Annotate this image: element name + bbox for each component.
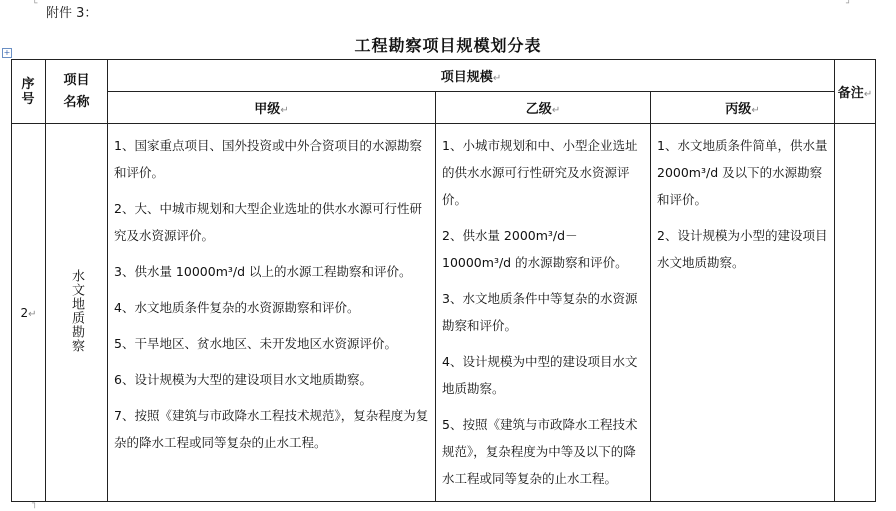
grade-c-cell: [651, 124, 835, 502]
grade-b-cell: [436, 124, 651, 502]
grade-a-cell: [108, 124, 436, 502]
table-move-handle-icon[interactable]: +: [3, 48, 11, 57]
grade-c-item: 2、设计规模为小型的建设项目水文地质勘察。: [657, 228, 828, 270]
grade-b-item: 5、按照《建筑与市政降水工程技术规范》，复杂程度为中等及以下的降水工程或同等复杂的止水工程。: [442, 417, 638, 486]
header-project-scale: 项目规模↵: [108, 60, 835, 92]
margin-corner-mark: └: [32, 0, 38, 9]
grade-c-item: 1、水文地质条件简单，供水量 2000m³/d 及以下的水源勘察和评价。: [657, 138, 828, 207]
header-seq: 序号: [12, 60, 46, 124]
header-grade-c: 丙级↵: [651, 92, 835, 124]
grade-b-item: 2、供水量 2000m³/d－10000m³/d 的水源勘察和评价。: [442, 228, 628, 270]
grade-a-item: 4、水文地质条件复杂的水资源勘察和评价。: [114, 300, 360, 315]
grade-a-item: 2、大、中城市规划和大型企业选址的供水水源可行性研究及水资源评价。: [114, 201, 422, 243]
header-note: 备注↵: [835, 60, 876, 124]
grade-b-item: 1、小城市规划和中、小型企业选址的供水水源可行性研究及水资源评价。: [442, 138, 638, 207]
document-title: 工程勘察项目规模划分表: [354, 36, 542, 55]
header-project-name: 项目名称: [46, 60, 108, 124]
scale-table: [11, 59, 876, 502]
attachment-label: 附件 3：: [46, 6, 98, 21]
margin-corner-mark: ┘: [846, 0, 852, 9]
grade-b-item: 3、水文地质条件中等复杂的水资源勘察和评价。: [442, 291, 638, 333]
note-cell: [835, 124, 876, 502]
row-seq: 2↵: [12, 124, 46, 502]
header-grade-b: 乙级↵: [436, 92, 651, 124]
header-grade-a: 甲级↵: [108, 92, 436, 124]
grade-a-item: 7、按照《建筑与市政降水工程技术规范》，复杂程度为复杂的降水工程或同等复杂的止水工程。: [114, 408, 429, 450]
margin-corner-mark: ┐: [32, 499, 38, 509]
row-project-name: 水文地质勘察: [46, 124, 108, 502]
grade-a-item: 3、供水量 10000m³/d 以上的水源工程勘察和评价。: [114, 264, 412, 279]
grade-b-item: 4、设计规模为中型的建设项目水文地质勘察。: [442, 354, 638, 396]
grade-a-item: 1、国家重点项目、国外投资或中外合资项目的水源勘察和评价。: [114, 138, 422, 180]
grade-a-item: 6、设计规模为大型的建设项目水文地质勘察。: [114, 372, 372, 387]
grade-a-item: 5、干旱地区、贫水地区、未开发地区水资源评价。: [114, 336, 397, 351]
